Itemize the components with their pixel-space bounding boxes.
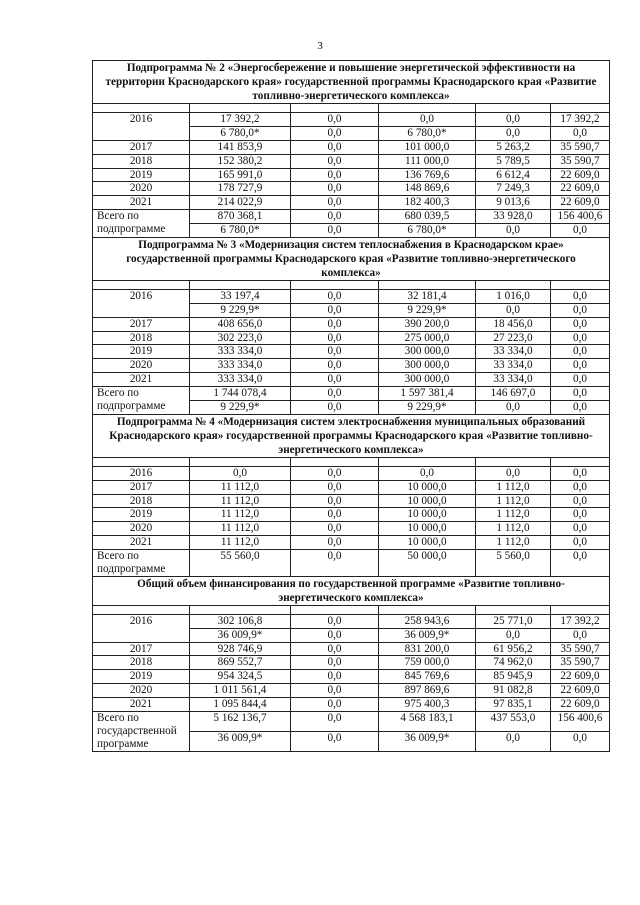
value-cell: 0,0 — [476, 466, 551, 480]
value-cell: 0,0 — [551, 400, 610, 414]
table-row — [93, 210, 610, 224]
section-header-row — [93, 414, 610, 457]
spacer-row — [93, 457, 610, 466]
value-cell: 0,0 — [291, 126, 379, 140]
year-cell: 2017 — [93, 317, 190, 331]
value-cell: 0,0 — [476, 731, 551, 751]
year-cell: 2016 — [93, 466, 190, 480]
empty-cell — [93, 280, 190, 289]
value-cell: 33 334,0 — [476, 345, 551, 359]
value-cell: 0,0 — [551, 303, 610, 317]
value-cell: 1 112,0 — [476, 494, 551, 508]
table-row — [93, 113, 610, 127]
value-cell: 0,0 — [551, 508, 610, 522]
value-cell: 6 780,0* — [190, 126, 291, 140]
empty-cell — [379, 457, 476, 466]
value-cell: 6 780,0* — [379, 224, 476, 238]
value-cell: 36 009,9* — [190, 628, 291, 642]
empty-cell — [93, 605, 190, 614]
spacer-row — [93, 605, 610, 614]
table-row — [93, 698, 610, 712]
value-cell: 5 789,5 — [476, 154, 551, 168]
value-cell: 55 560,0 — [190, 550, 291, 577]
value-cell: 0,0 — [291, 224, 379, 238]
spacer-row — [93, 104, 610, 113]
value-cell: 831 200,0 — [379, 642, 476, 656]
empty-cell — [190, 104, 291, 113]
value-cell: 0,0 — [291, 711, 379, 731]
value-cell: 36 009,9* — [379, 731, 476, 751]
value-cell: 0,0 — [551, 126, 610, 140]
value-cell: 33 197,4 — [190, 289, 291, 303]
value-cell: 74 962,0 — [476, 656, 551, 670]
value-cell: 152 380,2 — [190, 154, 291, 168]
value-cell: 0,0 — [291, 536, 379, 550]
table-row — [93, 614, 610, 628]
value-cell: 300 000,0 — [379, 359, 476, 373]
value-cell: 0,0 — [551, 522, 610, 536]
value-cell: 32 181,4 — [379, 289, 476, 303]
value-cell: 11 112,0 — [190, 494, 291, 508]
table-row — [93, 642, 610, 656]
value-cell: 4 568 183,1 — [379, 711, 476, 731]
value-cell: 6 612,4 — [476, 168, 551, 182]
value-cell: 0,0 — [476, 224, 551, 238]
value-cell: 0,0 — [551, 387, 610, 401]
value-cell: 302 106,8 — [190, 614, 291, 628]
value-cell: 0,0 — [476, 303, 551, 317]
value-cell: 1 016,0 — [476, 289, 551, 303]
year-cell: 2017 — [93, 642, 190, 656]
year-cell: 2018 — [93, 656, 190, 670]
value-cell: 0,0 — [291, 210, 379, 224]
value-cell: 0,0 — [551, 628, 610, 642]
value-cell: 85 945,9 — [476, 670, 551, 684]
empty-cell — [291, 104, 379, 113]
value-cell: 0,0 — [291, 684, 379, 698]
year-cell: 2018 — [93, 331, 190, 345]
value-cell: 148 869,6 — [379, 182, 476, 196]
page-number: 3 — [317, 40, 323, 52]
value-cell: 0,0 — [551, 289, 610, 303]
empty-cell — [379, 605, 476, 614]
value-cell: 333 334,0 — [190, 373, 291, 387]
value-cell: 0,0 — [291, 670, 379, 684]
value-cell: 35 590,7 — [551, 656, 610, 670]
year-cell: 2016 — [93, 289, 190, 317]
table-row — [93, 345, 610, 359]
table-row — [93, 550, 610, 577]
value-cell: 1 011 561,4 — [190, 684, 291, 698]
value-cell: 9 229,9* — [379, 303, 476, 317]
value-cell: 22 609,0 — [551, 182, 610, 196]
year-cell: 2016 — [93, 614, 190, 642]
spacer-row — [93, 280, 610, 289]
value-cell: 0,0 — [291, 331, 379, 345]
value-cell: 0,0 — [291, 182, 379, 196]
value-cell: 136 769,6 — [379, 168, 476, 182]
value-cell: 22 609,0 — [551, 196, 610, 210]
value-cell: 0,0 — [291, 196, 379, 210]
empty-cell — [551, 457, 610, 466]
year-cell: 2018 — [93, 494, 190, 508]
value-cell: 0,0 — [291, 731, 379, 751]
value-cell: 0,0 — [190, 466, 291, 480]
table-row — [93, 508, 610, 522]
value-cell: 897 869,6 — [379, 684, 476, 698]
table-row — [93, 373, 610, 387]
empty-cell — [476, 104, 551, 113]
empty-cell — [93, 104, 190, 113]
value-cell: 0,0 — [476, 113, 551, 127]
value-cell: 9 013,6 — [476, 196, 551, 210]
empty-cell — [476, 457, 551, 466]
total-label: Всего по государственной программе — [93, 711, 190, 751]
value-cell: 680 039,5 — [379, 210, 476, 224]
year-cell: 2016 — [93, 113, 190, 141]
value-cell: 0,0 — [476, 628, 551, 642]
value-cell: 17 392,2 — [190, 113, 291, 127]
value-cell: 0,0 — [291, 628, 379, 642]
value-cell: 9 229,9* — [190, 400, 291, 414]
value-cell: 11 112,0 — [190, 480, 291, 494]
year-cell: 2019 — [93, 670, 190, 684]
value-cell: 0,0 — [551, 536, 610, 550]
value-cell: 390 200,0 — [379, 317, 476, 331]
year-cell: 2021 — [93, 698, 190, 712]
value-cell: 870 368,1 — [190, 210, 291, 224]
year-cell: 2019 — [93, 168, 190, 182]
empty-cell — [551, 605, 610, 614]
table-row — [93, 711, 610, 731]
value-cell: 146 697,0 — [476, 387, 551, 401]
value-cell: 759 000,0 — [379, 656, 476, 670]
value-cell: 0,0 — [379, 466, 476, 480]
value-cell: 0,0 — [291, 508, 379, 522]
value-cell: 869 552,7 — [190, 656, 291, 670]
section-title: Общий объем финансирования по государственной программе «Развитие топливно-энергетического комплекса» — [93, 576, 610, 605]
value-cell: 1 095 844,4 — [190, 698, 291, 712]
empty-cell — [93, 457, 190, 466]
value-cell: 101 000,0 — [379, 140, 476, 154]
value-cell: 0,0 — [291, 614, 379, 628]
year-cell: 2017 — [93, 480, 190, 494]
empty-cell — [291, 280, 379, 289]
value-cell: 36 009,9* — [379, 628, 476, 642]
year-cell: 2021 — [93, 373, 190, 387]
funding-table — [92, 60, 610, 752]
value-cell: 0,0 — [551, 494, 610, 508]
year-cell: 2020 — [93, 684, 190, 698]
value-cell: 10 000,0 — [379, 522, 476, 536]
table-row — [93, 387, 610, 401]
table-row — [93, 466, 610, 480]
value-cell: 1 112,0 — [476, 522, 551, 536]
value-cell: 0,0 — [551, 373, 610, 387]
value-cell: 5 263,2 — [476, 140, 551, 154]
value-cell: 5 162 136,7 — [190, 711, 291, 731]
value-cell: 178 727,9 — [190, 182, 291, 196]
value-cell: 35 590,7 — [551, 140, 610, 154]
table-row — [93, 656, 610, 670]
value-cell: 6 780,0* — [379, 126, 476, 140]
empty-cell — [379, 104, 476, 113]
value-cell: 975 400,3 — [379, 698, 476, 712]
value-cell: 0,0 — [551, 331, 610, 345]
value-cell: 275 000,0 — [379, 331, 476, 345]
section-header-row — [93, 61, 610, 104]
value-cell: 17 392,2 — [551, 614, 610, 628]
value-cell: 0,0 — [291, 642, 379, 656]
year-cell: 2018 — [93, 154, 190, 168]
table-row — [93, 522, 610, 536]
table-row — [93, 480, 610, 494]
empty-cell — [379, 280, 476, 289]
value-cell: 0,0 — [291, 303, 379, 317]
value-cell: 0,0 — [379, 113, 476, 127]
empty-cell — [190, 280, 291, 289]
value-cell: 111 000,0 — [379, 154, 476, 168]
table-row — [93, 289, 610, 303]
section-header-row — [93, 576, 610, 605]
value-cell: 33 334,0 — [476, 359, 551, 373]
value-cell: 22 609,0 — [551, 698, 610, 712]
value-cell: 18 456,0 — [476, 317, 551, 331]
value-cell: 0,0 — [551, 550, 610, 577]
value-cell: 0,0 — [291, 359, 379, 373]
value-cell: 0,0 — [551, 317, 610, 331]
value-cell: 10 000,0 — [379, 494, 476, 508]
year-cell: 2020 — [93, 182, 190, 196]
value-cell: 10 000,0 — [379, 508, 476, 522]
total-label: Всего по подпрограмме — [93, 550, 190, 577]
value-cell: 0,0 — [291, 140, 379, 154]
value-cell: 5 560,0 — [476, 550, 551, 577]
value-cell: 1 597 381,4 — [379, 387, 476, 401]
value-cell: 0,0 — [551, 345, 610, 359]
value-cell: 25 771,0 — [476, 614, 551, 628]
value-cell: 0,0 — [476, 126, 551, 140]
value-cell: 97 835,1 — [476, 698, 551, 712]
value-cell: 156 400,6 — [551, 711, 610, 731]
empty-cell — [551, 104, 610, 113]
total-label: Всего по подпрограмме — [93, 210, 190, 238]
year-cell: 2019 — [93, 508, 190, 522]
value-cell: 0,0 — [291, 400, 379, 414]
value-cell: 1 112,0 — [476, 536, 551, 550]
value-cell: 182 400,3 — [379, 196, 476, 210]
value-cell: 0,0 — [551, 480, 610, 494]
value-cell: 0,0 — [291, 168, 379, 182]
value-cell: 10 000,0 — [379, 480, 476, 494]
table-row — [93, 359, 610, 373]
value-cell: 35 590,7 — [551, 642, 610, 656]
empty-cell — [190, 605, 291, 614]
value-cell: 0,0 — [291, 113, 379, 127]
value-cell: 928 746,9 — [190, 642, 291, 656]
value-cell: 1 112,0 — [476, 508, 551, 522]
table-row — [93, 536, 610, 550]
value-cell: 0,0 — [551, 731, 610, 751]
year-cell: 2021 — [93, 196, 190, 210]
value-cell: 165 991,0 — [190, 168, 291, 182]
value-cell: 0,0 — [551, 224, 610, 238]
table-row — [93, 684, 610, 698]
value-cell: 33 334,0 — [476, 373, 551, 387]
value-cell: 0,0 — [291, 550, 379, 577]
table-row — [93, 154, 610, 168]
value-cell: 61 956,2 — [476, 642, 551, 656]
value-cell: 0,0 — [291, 154, 379, 168]
value-cell: 214 022,9 — [190, 196, 291, 210]
value-cell: 50 000,0 — [379, 550, 476, 577]
section-title: Подпрограмма № 3 «Модернизация систем теплоснабжения в Краснодарском крае» государственной программы Краснодарского края «Развитие топливно-энергетического комплекса» — [93, 237, 610, 280]
table-row — [93, 670, 610, 684]
value-cell: 845 769,6 — [379, 670, 476, 684]
value-cell: 0,0 — [291, 698, 379, 712]
year-cell: 2017 — [93, 140, 190, 154]
value-cell: 0,0 — [551, 466, 610, 480]
table-row — [93, 196, 610, 210]
table-row — [93, 140, 610, 154]
value-cell: 10 000,0 — [379, 536, 476, 550]
value-cell: 408 656,0 — [190, 317, 291, 331]
value-cell: 91 082,8 — [476, 684, 551, 698]
value-cell: 22 609,0 — [551, 168, 610, 182]
empty-cell — [291, 605, 379, 614]
empty-cell — [476, 605, 551, 614]
table-row — [93, 168, 610, 182]
value-cell: 302 223,0 — [190, 331, 291, 345]
value-cell: 300 000,0 — [379, 345, 476, 359]
value-cell: 333 334,0 — [190, 359, 291, 373]
value-cell: 0,0 — [291, 387, 379, 401]
section-title: Подпрограмма № 4 «Модернизация систем электроснабжения муниципальных образований Краснодарского края» государственной программы Краснодарского края «Развитие топливно-энергетического комплекса» — [93, 414, 610, 457]
value-cell: 22 609,0 — [551, 670, 610, 684]
value-cell: 300 000,0 — [379, 373, 476, 387]
value-cell: 0,0 — [291, 317, 379, 331]
empty-cell — [476, 280, 551, 289]
value-cell: 0,0 — [291, 656, 379, 670]
value-cell: 333 334,0 — [190, 345, 291, 359]
value-cell: 156 400,6 — [551, 210, 610, 224]
value-cell: 36 009,9* — [190, 731, 291, 751]
empty-cell — [291, 457, 379, 466]
year-cell: 2021 — [93, 536, 190, 550]
value-cell: 6 780,0* — [190, 224, 291, 238]
value-cell: 17 392,2 — [551, 113, 610, 127]
value-cell: 33 928,0 — [476, 210, 551, 224]
value-cell: 258 943,6 — [379, 614, 476, 628]
value-cell: 35 590,7 — [551, 154, 610, 168]
empty-cell — [551, 280, 610, 289]
value-cell: 141 853,9 — [190, 140, 291, 154]
value-cell: 0,0 — [291, 373, 379, 387]
total-label: Всего по подпрограмме — [93, 387, 190, 415]
value-cell: 0,0 — [291, 466, 379, 480]
value-cell: 11 112,0 — [190, 508, 291, 522]
value-cell: 1 744 078,4 — [190, 387, 291, 401]
value-cell: 7 249,3 — [476, 182, 551, 196]
value-cell: 0,0 — [291, 345, 379, 359]
value-cell: 954 324,5 — [190, 670, 291, 684]
value-cell: 22 609,0 — [551, 684, 610, 698]
year-cell: 2020 — [93, 522, 190, 536]
table-row — [93, 494, 610, 508]
table-row — [93, 317, 610, 331]
year-cell: 2019 — [93, 345, 190, 359]
value-cell: 11 112,0 — [190, 536, 291, 550]
value-cell: 9 229,9* — [190, 303, 291, 317]
table-row — [93, 331, 610, 345]
value-cell: 0,0 — [291, 480, 379, 494]
value-cell: 0,0 — [291, 289, 379, 303]
empty-cell — [190, 457, 291, 466]
value-cell: 0,0 — [291, 522, 379, 536]
value-cell: 0,0 — [551, 359, 610, 373]
section-header-row — [93, 237, 610, 280]
year-cell: 2020 — [93, 359, 190, 373]
value-cell: 9 229,9* — [379, 400, 476, 414]
section-title: Подпрограмма № 2 «Энергосбережение и повышение энергетической эффективности на территории Краснодарского края» государственной программы Краснодарского края «Развитие топливно-энергетического комплекса» — [93, 61, 610, 104]
value-cell: 27 223,0 — [476, 331, 551, 345]
value-cell: 437 553,0 — [476, 711, 551, 731]
value-cell: 1 112,0 — [476, 480, 551, 494]
value-cell: 0,0 — [476, 400, 551, 414]
value-cell: 11 112,0 — [190, 522, 291, 536]
value-cell: 0,0 — [291, 494, 379, 508]
table-row — [93, 182, 610, 196]
